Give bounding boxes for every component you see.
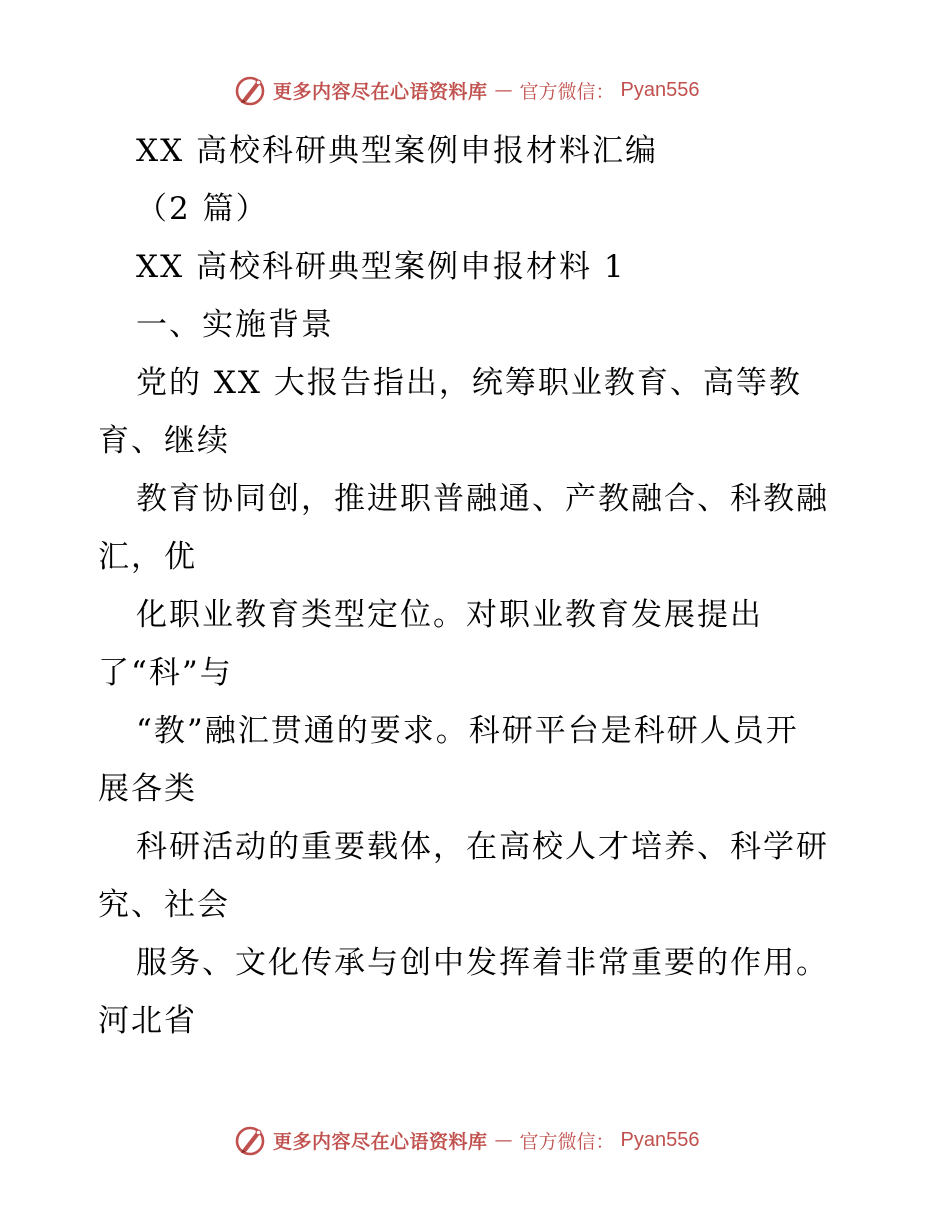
paragraph-line: 究、社会 xyxy=(98,887,230,923)
paragraph-line: 服务、文化传承与创中发挥着非常重要的作用。 xyxy=(136,945,829,981)
pen-logo-icon xyxy=(233,73,267,107)
pen-logo-icon xyxy=(233,1123,267,1157)
paragraph-line: 科研活动的重要载体，在高校人才培养、科学研 xyxy=(136,829,829,865)
paragraph-line: 汇，优 xyxy=(98,539,197,575)
document-body xyxy=(98,122,878,1050)
footer-banner-text: 更多内容尽在心语资料库 xyxy=(273,1130,488,1153)
footer-wechat-label: 官方微信： xyxy=(519,1130,615,1153)
paragraph-line: 了“科”与 xyxy=(98,655,233,691)
paragraph-line: 河北省 xyxy=(98,1003,197,1039)
header-banner-text: 更多内容尽在心语资料库 xyxy=(273,80,488,103)
header-banner-separator: — xyxy=(494,79,513,101)
footer-banner-separator: — xyxy=(494,1129,513,1151)
paragraph-line: “教”融汇贯通的要求。科研平台是科研人员开 xyxy=(136,713,799,749)
paragraph-line: 教育协同创，推进职普融通、产教融合、科教融 xyxy=(136,481,829,517)
paragraph-line: 展各类 xyxy=(98,771,197,807)
subsection-heading: 一、实施背景 xyxy=(136,307,334,343)
header-wechat-id: Pyan556 xyxy=(620,78,700,101)
document-title-line-1: XX 高校科研典型案例申报材料汇编 xyxy=(136,133,658,169)
header-wechat-label: 官方微信： xyxy=(519,80,615,103)
paragraph-line: 党的 XX 大报告指出，统筹职业教育、高等教 xyxy=(136,365,802,401)
section-title: XX 高校科研典型案例申报材料 1 xyxy=(136,249,626,285)
document-title-line-2: （2 篇） xyxy=(136,191,269,227)
paragraph-line: 化职业教育类型定位。对职业教育发展提出 xyxy=(136,597,763,633)
footer-banner xyxy=(233,1122,700,1158)
paragraph-line: 育、继续 xyxy=(98,423,230,459)
footer-wechat-id: Pyan556 xyxy=(620,1128,700,1151)
header-banner xyxy=(233,72,700,108)
